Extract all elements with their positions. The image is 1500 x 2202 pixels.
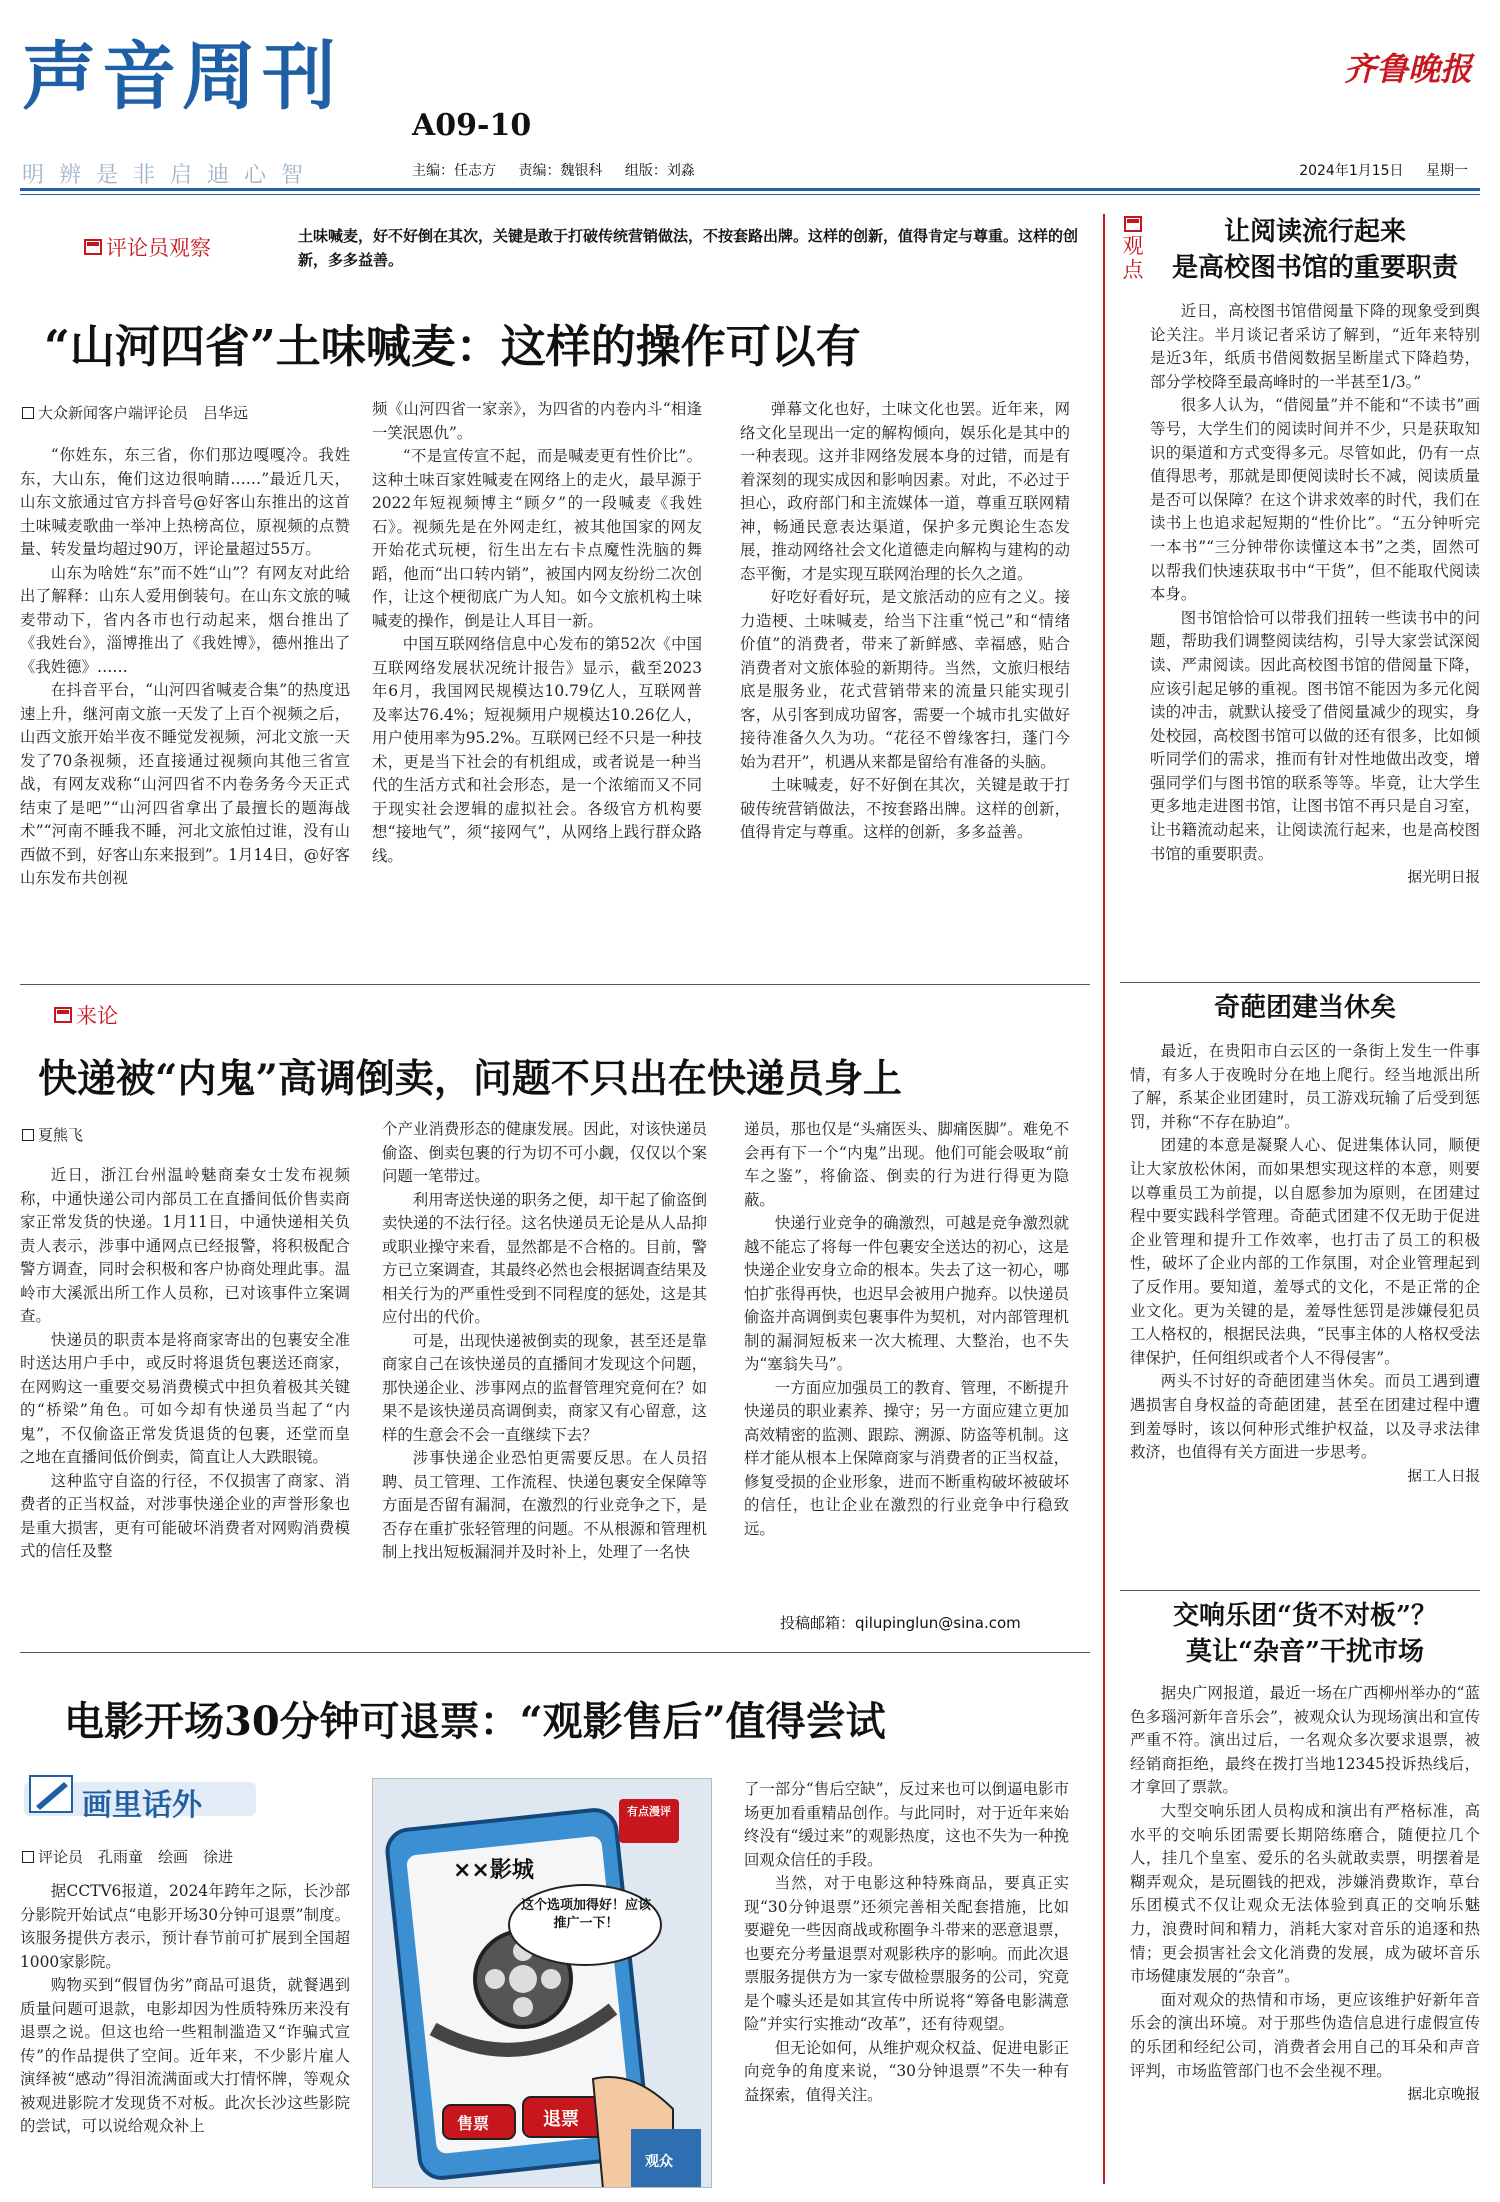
cartoon-refund-button: 退票	[543, 2109, 579, 2130]
article2-col2	[382, 1118, 707, 1565]
article2-col1	[20, 1164, 350, 1564]
paragraph: 快递员的职责本是将商家寄出的包裹安全准时送达用户手中，或反时将退货包裹送还商家，在网购这一重要交易消费模式中担负着极其关键的“桥梁”角色。可如今却有快递员当起了“内鬼”，不仅偷盗正常发货退货的包裹，还堂而皇之地在直播间低价倒卖，简直让人大跌眼镜。	[20, 1330, 350, 1466]
paragraph: 递员，那也仅是“头痛医头、脚痛医脚”。难免不会再有下一个“内鬼”出现。他们可能会吸取“前车之鉴”，将偷盗、倒卖的行为进行得更为隐蔽。	[744, 1120, 1069, 1209]
cartoon-illustration	[372, 1778, 712, 2188]
right-article3-title-line1: 交响乐团“货不对板”？	[1173, 1601, 1437, 1631]
paragraph: 最近，在贵阳市白云区的一条街上发生一件事情，有多人于夜晚时分在地上爬行。经当地派出所了解，系某企业团建时，员工游戏玩输了后受到惩罚，并称“不存在胁迫”。	[1130, 1042, 1480, 1131]
masthead-title: 声音周刊	[22, 34, 342, 120]
newspaper-logo: 齐鲁晚报	[1343, 50, 1472, 88]
chief-editor: 主编：任志方	[412, 163, 496, 179]
paragraph: 好吃好看好玩，是文旅活动的应有之义。接力造梗、土味喊麦，给当下注重“悦己”和“情绪价值”的消费者，带来了新鲜感、幸福感，贴合消费者对文旅体验的新期待。当然，文旅归根结底是服务业，花式营销带来的流量只能实现引客，从引客到成功留客，需要一个城市扎实做好接待准备久久为功。“花径不曾缘客扫，蓬门今始为君开”，机遇从来都是留给有准备的头脑。	[740, 588, 1070, 771]
paragraph: 可是，出现快递被倒卖的现象，甚至还是靠商家自己在该快递员的直播间才发现这个问题，那快递企业、涉事网点的监督管理究竟何在？如果不是该快递员高调倒卖，商家又有心留意，这样的生意会不会一直继续下去？	[382, 1331, 707, 1444]
paragraph: 当然，对于电影这种特殊商品，要真正实现“30分钟退票”还须完善相关配套措施，比如要避免一些因商战或称圈争斗带来的恶意退票，也要充分考量退票对观影秩序的影响。而此次退票服务提供方为一家专做检票服务的公司，究竟是个噱头还是如其宣传中所说将“筹备电影满意险”并实行实推动“改革”，还有待观望。	[744, 1874, 1069, 2033]
tag-box-icon	[84, 239, 102, 255]
date: 2024年1月15日	[1299, 163, 1404, 179]
cartoon-badge: 有点漫评	[627, 1805, 671, 1818]
tag-box-icon	[1124, 216, 1142, 232]
paragraph: 土味喊麦，好不好倒在其次，关键是敢于打破传统营销做法，不按套路出牌。这样的创新，值得肯定与尊重。这样的创新，多多益善。	[740, 776, 1070, 841]
paragraph: 购物买到“假冒伪劣”商品可退货，就餐遇到质量问题可退款，电影却因为性质特殊历来没有退票之说。但这也给一些粗制滥造又“诈骗式宣传”的作品提供了空间。近年来，不少影片雇人演绎被“感动”得泪流满面或大打情怀牌，等观众被观进影院才发现货不对板。此次长沙这些影院的尝试，可以说给观众补上	[20, 1976, 350, 2135]
right-article1-title-line1: 让阅读流行起来	[1223, 217, 1406, 247]
masthead-rule	[20, 188, 1480, 191]
paragraph: “你姓东，东三省，你们那边嘎嘎冷。我姓东，大山东，俺们这边很响睛……”最近几天，山东文旅通过官方抖音号@好客山东推出的这首土味喊麦歌曲一举冲上热榜高位，原视频的点赞量、转发量均超过90万，评论量超过55万。	[20, 446, 350, 558]
masthead-slogan: 明辨是非启迪心智	[22, 163, 319, 188]
email-label: 投稿邮箱：	[780, 1614, 856, 1632]
tag-box-icon	[54, 1007, 72, 1023]
right-article2-title: 奇葩团建当休矣	[1213, 993, 1396, 1023]
column-separator	[1103, 214, 1105, 2184]
right-article3-source: 据北京晚报	[1407, 2087, 1480, 2104]
designer: 组版：刘淼	[624, 163, 695, 179]
paragraph: 图书馆恰恰可以带我们扭转一些读书中的问题，帮助我们调整阅读结构，引导大家尝试深阅读、严肃阅读。因此高校图书馆的借阅量下降，应该引起足够的重视。图书馆不能因为多元化阅读的冲击，就默认接受了借阅量减少的现实，身处校园，高校图书馆可以做的还有很多，比如倾听同学们的需求，推而有针对性地做出改变，增强同学们与图书馆的联系等等。毕竟，让大学生更多地走进图书馆，让图书馆不再只是自习室，让书籍流动起来，让阅读流行起来，也是高校图书馆的重要职责。	[1150, 608, 1480, 863]
right-article3	[1130, 1598, 1480, 2104]
article3-title: 电影开场30分钟可退票：“观影售后”值得尝试	[64, 1698, 886, 1745]
submission-email	[780, 1612, 1021, 1633]
paragraph: 据CCTV6报道，2024年跨年之际，长沙部分影院开始试点“电影开场30分钟可退票”制度。该服务提供方表示，预计春节前可扩展到全国超1000家影院。	[20, 1882, 350, 1971]
masthead-rule-thin	[20, 194, 1480, 195]
cartoon-screen-title: ××影城	[453, 1858, 534, 1883]
paragraph: 这种监守自盗的行径，不仅损害了商家、消费者的正当权益，对涉事快递企业的声誉形象也是重大损害，更有可能破坏消费者对网购消费模式的信任及整	[20, 1471, 350, 1560]
right-article2	[1130, 990, 1480, 1486]
email-address[interactable]: qilupinglun@sina.com	[855, 1614, 1021, 1632]
paragraph: 据央广网报道，最近一场在广西柳州举办的“蓝色多瑙河新年音乐会”，被观众认为现场演出和宣传严重不符。演出过后，一名观众多次要求退票，被经销商拒绝，最终在拨打当地12345投诉热线后，才拿回了票款。	[1130, 1684, 1480, 1797]
paragraph: 频《山河四省一家亲》，为四省的内卷内斗“相逢一笑泯恩仇”。	[372, 400, 702, 442]
section-tag-label: 评论员观察	[106, 236, 211, 260]
article3-col3	[744, 1778, 1069, 2107]
article3-byline: 评论员 孔雨童 绘画 徐进	[22, 1846, 233, 1867]
paragraph: 快递行业竞争的确激烈，可越是竞争激烈就越不能忘了将每一件包裹安全送达的初心，这是快递企业安身立命的根本。失去了这一初心，哪怕扩张得再快，也迟早会被用户抛弃。以快递员偷盗并高调倒卖包裹事件为契机，对内部管理机制的漏洞短板来一次大梳理、大整治，也不失为“塞翁失马”。	[744, 1214, 1069, 1373]
article1-col3	[740, 398, 1070, 845]
editor: 责编：魏银科	[518, 163, 603, 179]
paragraph: 近日，高校图书馆借阅量下降的现象受到舆论关注。半月谈记者采访了解到，“近年来特别是近3年，纸质书借阅数据呈断崖式下降趋势，部分学校降至最高峰时的一半甚至1/3。”	[1150, 302, 1480, 391]
article3-col1	[20, 1880, 350, 2139]
paragraph: 山东为啥姓“东”而不姓“山”？有网友对此给出了解释：山东人爱用倒装句。在山东文旅的喊麦带动下，省内各市也行动起来，烟台推出了《我姓台》，淄博推出了《我姓博》，德州推出了《我姓德》……	[20, 563, 350, 676]
paragraph: 个产业消费形态的健康发展。因此，对该快递员偷盗、倒卖包裹的行为切不可小觑，仅仅以个案问题一笔带过。	[382, 1120, 707, 1185]
column-logo-hualihuawai	[20, 1772, 260, 1826]
paragraph: 在抖音平台，“山河四省喊麦合集”的热度迅速上升，继河南文旅一天发了上百个视频之后，山西文旅开始半夜不睡觉发视频，河北文旅一天发了70条视频，还直接通过视频向其他三省宣战，有网友戏称“山河四省不内卷务务今天正式结束了是吧”“山河四省拿出了最擅长的题海战术”“河南不睡我不睡，河北文旅怕过谁，没有山西做不到，好客山东来报到”。1月14日，@好客山东发布共创视	[20, 681, 350, 887]
weekday: 星期一	[1426, 163, 1468, 179]
right-article2-source: 据工人日报	[1407, 1468, 1480, 1485]
section-tag-viewpoint	[1120, 216, 1146, 282]
dateline	[1281, 160, 1468, 180]
article2-byline: 夏熊飞	[22, 1124, 83, 1145]
column-tag-label: 画里话外	[82, 1788, 202, 1823]
cartoon-speech-bubble: 这个选项加得好！应该推广一下！	[521, 1898, 652, 1931]
section-divider	[1120, 1590, 1480, 1591]
right-article1	[1150, 214, 1480, 887]
section-tag-label: 来论	[76, 1004, 118, 1028]
cartoon-audience-label: 观众	[645, 2154, 673, 2170]
paragraph: 一方面应加强员工的教育、管理，不断提升快递员的职业素养、操守；另一方面应建立更加高效精密的监测、跟踪、溯源、防盗等机制。这样才能从根本上保障商家与消费者的正当权益，修复受损的企业形象，进而不断重构破坏被破坏的信任，也让企业在激烈的行业竞争中行稳致远。	[744, 1378, 1069, 1538]
article1-lead: 土味喊麦，好不好倒在其次，关键是敢于打破传统营销做法，不按套路出牌。这样的创新，值得肯定与尊重。这样的创新，多多益善。	[298, 227, 1079, 269]
editor-credits	[412, 160, 713, 180]
section-tag-laiun	[54, 1000, 118, 1030]
paragraph: 很多人认为，“借阅量”并不能和“不读书”画等号，大学生们的阅读时间并不少，只是获取知识的渠道和方式变得多元。尽管如此，仍有一点值得思考，那就是即便阅读时长不减，阅读质量是否可以保障？在这个讲求效率的时代，我们在读书上也追求起短期的“性价比”。“五分钟听完一本书”“三分钟带你读懂这本书”之类，固然可以帮我们快速获取书中“干货”，但不能取代阅读本身。	[1150, 396, 1480, 604]
section-tag-commentary	[84, 232, 211, 262]
paragraph: 两头不讨好的奇葩团建当休矣。而员工遇到遭遇损害自身权益的奇葩团建，甚至在团建过程中遭到羞辱时，该以何种形式维护权益，以及寻求法律救济，也值得有关方面进一步思考。	[1130, 1372, 1480, 1462]
issue-number: A09-10	[412, 108, 532, 143]
section-tag-label: 观点	[1122, 234, 1144, 282]
article2-col3	[744, 1118, 1069, 1541]
article1-col2	[372, 398, 702, 868]
cartoon-buy-button: 售票	[457, 2114, 490, 2133]
right-article3-body	[1130, 1682, 1480, 2083]
paragraph: 利用寄送快递的职务之便，却干起了偷盗倒卖快递的不法行径。这名快递员无论是从人品抑或职业操守来看，显然都是不合格的。目前，警方已立案调查，其最终必然也会根据调查结果及相关行为的严重性受到不同程度的惩处，这是其应付出的代价。	[382, 1190, 707, 1326]
paragraph: 团建的本意是凝聚人心、促进集体认同，顺便让大家放松休闲，而如果想实现这样的本意，则要以尊重员工为前提，以自愿参加为原则，在团建过程中要实践科学管理。奇葩式团建不仅无助于促进企业管理和提升工作效率，也打击了员工的积极性，破坏了企业内部的工作氛围，对企业管理起到了反作用。要知道，羞辱式的文化，不是正常的企业文化。更为关键的是，羞辱性惩罚是涉嫌侵犯员工人格权的，根据民法典，“民事主体的人格权受法律保护，任何组织或者个人不得侵害”。	[1130, 1136, 1480, 1367]
paragraph: 弹幕文化也好，土味文化也罢。近年来，网络文化呈现出一定的解构倾向，娱乐化是其中的一种表现。这并非网络发展本身的过错，而是有着深刻的现实成因和影响因素。对此，不必过于担心，政府部门和主流媒体一道，尊重互联网精神，畅通民意表达渠道，保护多元舆论生态发展，推动网络社会文化道德走向解构与建构的动态平衡，才是实现互联网治理的长久之道。	[740, 400, 1070, 583]
paragraph: 中国互联网络信息中心发布的第52次《中国互联网络发展状况统计报告》显示，截至2023年6月，我国网民规模达10.79亿人，互联网普及率达76.4%；短视频用户规模达10.26亿人，用户使用率为95.2%。互联网已经不只是一种技术，更是当下社会的有机组成，或者说是一种当代的生活方式和社会形态，是一个浓缩而又不同于现实社会逻辑的虚拟社会。各级官方机构要想“接地气”，须“接网气”，从网络上践行群众路线。	[372, 635, 702, 865]
article2-title: 快递被“内鬼”高调倒卖，问题不只出在快递员身上	[38, 1056, 902, 1102]
paragraph: 大型交响乐团人员构成和演出有严格标准，高水平的交响乐团需要长期陪练磨合，随便拉几个人，挂几个皇室、爱乐的名头就敢卖票，明摆着是糊弄观众，是玩圈钱的把戏，涉嫌消费欺诈，草台乐团模式不仅让观众无法体验到真正的交响乐魅力，浪费时间和精力，消耗大家对音乐的追逐和热情；更会损害社会文化消费的发展，成为破坏音乐市场健康发展的“杂音”。	[1130, 1801, 1480, 1986]
article1-title: “山河四省”土味喊麦：这样的操作可以有	[44, 320, 861, 373]
right-article1-title-line2: 是高校图书馆的重要职责	[1171, 253, 1458, 283]
section-divider	[1120, 982, 1480, 983]
section-divider	[20, 1652, 1090, 1653]
right-article2-body	[1130, 1040, 1480, 1465]
right-article3-title-line2: 莫让“杂音”干扰市场	[1186, 1637, 1424, 1667]
right-article1-body	[1150, 300, 1480, 866]
paragraph: 了一部分“售后空缺”，反过来也可以倒逼电影市场更加看重精品创作。与此同时，对于近年来始终没有“缓过来”的观影热度，这也不失为一种挽回观众信任的手段。	[744, 1780, 1069, 1869]
right-article1-source: 据光明日报	[1407, 870, 1480, 887]
paragraph: 涉事快递企业恐怕更需要反思。在人员招聘、员工管理、工作流程、快递包裹安全保障等方面是否留有漏洞，在激烈的行业竞争之下，是否存在重扩张轻管理的问题。不从根源和管理机制上找出短板漏洞并及时补上，处理了一名快	[382, 1449, 707, 1561]
paragraph: “不是宣传宣不起，而是喊麦更有性价比”。这种土味百家姓喊麦在网络上的走火，最早源于2022年短视频博主“顾夕”的一段喊麦《我姓石》。视频先是在外网走红，被其他国家的网友开始花式玩梗，衍生出左右卡点魔性洗脑的舞蹈，他而“出口转内销”，被国内网友纷纷二次创作，让这个梗彻底广为人知。如今文旅机构土味喊麦的操作，倒是让人耳目一新。	[372, 447, 702, 630]
article1-col1	[20, 444, 350, 891]
section-divider	[20, 984, 1090, 985]
paragraph: 近日，浙江台州温岭魅商秦女士发布视频称，中通快递公司内部员工在直播间低价售卖商家正常发货的快递。1月11日，中通快递相关负责人表示，涉事中通网点已经报警，将积极配合警方调查，同时会积极和客户协商处理此事。温岭市大溪派出所工作人员称，已对该事件立案调查。	[20, 1166, 350, 1325]
paragraph: 面对观众的热情和市场，更应该维护好新年音乐会的演出环境。对于那些伪造信息进行虚假宣传的乐团和经纪公司，消费者会用自己的耳朵和声音评判，市场监管部门也不会坐视不理。	[1130, 1990, 1480, 2080]
paragraph: 但无论如何，从维护观众权益、促进电影正向竞争的角度来说，“30分钟退票”不失一种有益探索，值得关注。	[744, 2038, 1069, 2104]
article1-byline: 大众新闻客户端评论员 吕华远	[22, 402, 248, 423]
